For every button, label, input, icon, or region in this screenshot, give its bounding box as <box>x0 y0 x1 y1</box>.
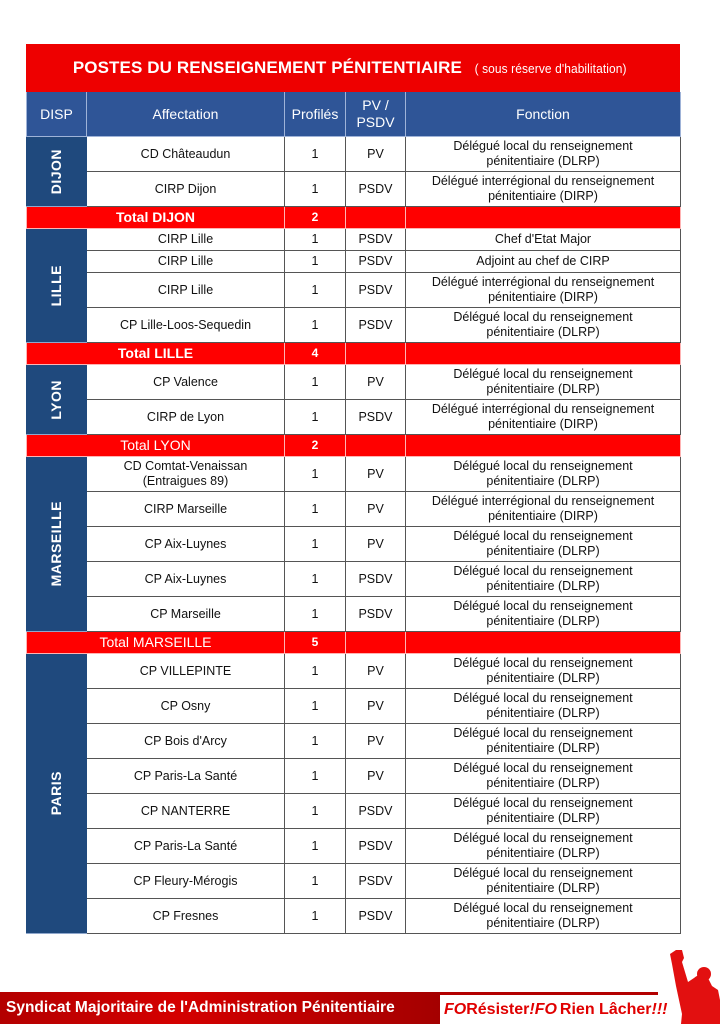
affectation-cell: CIRP Marseille <box>87 492 285 527</box>
table-row <box>27 457 681 492</box>
disp-region-label: PARIS <box>48 771 64 816</box>
table-row <box>27 137 681 172</box>
footer-banner <box>0 992 724 1024</box>
document-title: POSTES DU RENSEIGNEMENT PÉNITENTIAIRE <box>72 58 462 77</box>
affectation-cell: CP Paris-La Santé <box>87 759 285 794</box>
fonction-cell: Délégué local du renseignement pénitentiaire (DLRP) <box>406 562 681 597</box>
affectation-cell: CP Paris-La Santé <box>87 829 285 864</box>
profiles-cell: 1 <box>285 724 346 759</box>
total-empty-cell <box>406 435 681 457</box>
affectation-cell: CD Châteaudun <box>87 137 285 172</box>
pv-psdv-cell: PV <box>346 759 406 794</box>
affectation-cell: CP Valence <box>87 365 285 400</box>
table-row <box>27 562 681 597</box>
table-row <box>27 864 681 899</box>
document-sheet <box>26 44 680 934</box>
fonction-cell: Délégué local du renseignement pénitentiaire (DLRP) <box>406 864 681 899</box>
affectation-cell: CP NANTERRE <box>87 794 285 829</box>
total-empty-cell <box>346 207 406 229</box>
fonction-cell: Délégué local du renseignement pénitentiaire (DLRP) <box>406 654 681 689</box>
fonction-cell: Délégué interrégional du renseignement pénitentiaire (DIRP) <box>406 273 681 308</box>
profiles-cell: 1 <box>285 365 346 400</box>
total-label: Total MARSEILLE <box>27 632 285 654</box>
pv-psdv-cell: PSDV <box>346 829 406 864</box>
total-empty-cell <box>406 632 681 654</box>
profiles-cell: 1 <box>285 137 346 172</box>
union-name-bar <box>0 992 440 1024</box>
profiles-cell: 1 <box>285 829 346 864</box>
total-count: 4 <box>285 343 346 365</box>
total-row <box>27 632 681 654</box>
pv-psdv-cell: PV <box>346 689 406 724</box>
table-row <box>27 229 681 251</box>
total-row <box>27 435 681 457</box>
fonction-cell: Délégué local du renseignement pénitentiaire (DLRP) <box>406 689 681 724</box>
fonction-cell: Délégué local du renseignement pénitentiaire (DLRP) <box>406 457 681 492</box>
document-title-bar <box>26 44 680 92</box>
footer-divider <box>440 992 658 995</box>
fonction-cell: Délégué local du renseignement pénitentiaire (DLRP) <box>406 597 681 632</box>
profiles-cell: 1 <box>285 308 346 343</box>
profiles-cell: 1 <box>285 759 346 794</box>
table-row <box>27 654 681 689</box>
table-row <box>27 759 681 794</box>
affectation-cell: CP Aix-Luynes <box>87 527 285 562</box>
column-header-disp: DISP <box>27 92 87 137</box>
affectation-cell: CP Fresnes <box>87 899 285 934</box>
pv-psdv-cell: PV <box>346 654 406 689</box>
disp-region-label: MARSEILLE <box>48 501 64 587</box>
table-row <box>27 829 681 864</box>
pv-psdv-cell: PV <box>346 365 406 400</box>
total-count: 2 <box>285 207 346 229</box>
slogan-exclaim-1: ! <box>529 1001 535 1018</box>
pv-psdv-cell: PV <box>346 137 406 172</box>
slogan-rien-lacher: Rien Lâcher <box>559 1001 652 1018</box>
slogan-fo-2: FO <box>534 1001 557 1018</box>
pv-psdv-cell: PSDV <box>346 899 406 934</box>
profiles-cell: 1 <box>285 899 346 934</box>
table-row <box>27 597 681 632</box>
total-row <box>27 207 681 229</box>
disp-region-label: DIJON <box>48 148 64 195</box>
raised-fist-figure-icon <box>664 948 724 1024</box>
profiles-cell: 1 <box>285 864 346 899</box>
pv-psdv-cell: PSDV <box>346 229 406 251</box>
total-count: 2 <box>285 435 346 457</box>
affectation-cell: CP Bois d'Arcy <box>87 724 285 759</box>
profiles-cell: 1 <box>285 273 346 308</box>
table-row <box>27 365 681 400</box>
profiles-cell: 1 <box>285 400 346 435</box>
affectation-cell: CIRP Lille <box>87 229 285 251</box>
profiles-cell: 1 <box>285 794 346 829</box>
affectation-cell: CIRP Dijon <box>87 172 285 207</box>
union-name: Syndicat Majoritaire de l'Administration Pénitentiaire <box>6 999 395 1016</box>
pv-psdv-cell: PV <box>346 527 406 562</box>
affectation-cell: CD Comtat-Venaissan (Entraigues 89) <box>87 457 285 492</box>
total-count: 5 <box>285 632 346 654</box>
fonction-cell: Délégué interrégional du renseignement pénitentiaire (DIRP) <box>406 172 681 207</box>
pv-psdv-cell: PSDV <box>346 308 406 343</box>
profiles-cell: 1 <box>285 251 346 273</box>
affectation-cell: CP Marseille <box>87 597 285 632</box>
positions-table <box>26 92 681 934</box>
table-row <box>27 492 681 527</box>
profiles-cell: 1 <box>285 457 346 492</box>
pv-psdv-cell: PV <box>346 457 406 492</box>
table-row <box>27 724 681 759</box>
fonction-cell: Délégué local du renseignement pénitentiaire (DLRP) <box>406 829 681 864</box>
fonction-cell: Délégué interrégional du renseignement pénitentiaire (DIRP) <box>406 400 681 435</box>
pv-psdv-cell: PV <box>346 492 406 527</box>
fonction-cell: Délégué local du renseignement pénitentiaire (DLRP) <box>406 759 681 794</box>
table-header-row <box>27 92 681 137</box>
profiles-cell: 1 <box>285 654 346 689</box>
profiles-cell: 1 <box>285 172 346 207</box>
pv-psdv-cell: PSDV <box>346 562 406 597</box>
pv-psdv-cell: PV <box>346 724 406 759</box>
profiles-cell: 1 <box>285 597 346 632</box>
affectation-cell: CP Fleury-Mérogis <box>87 864 285 899</box>
fonction-cell: Délégué local du renseignement pénitentiaire (DLRP) <box>406 899 681 934</box>
total-empty-cell <box>406 343 681 365</box>
fonction-cell: Délégué local du renseignement pénitentiaire (DLRP) <box>406 137 681 172</box>
disp-region-cell <box>27 654 87 934</box>
document-title-note: ( sous réserve d'habilitation) <box>474 60 627 76</box>
profiles-cell: 1 <box>285 527 346 562</box>
disp-region-label: LYON <box>48 379 64 420</box>
pv-psdv-cell: PSDV <box>346 864 406 899</box>
profiles-cell: 1 <box>285 562 346 597</box>
profiles-cell: 1 <box>285 689 346 724</box>
table-row <box>27 251 681 273</box>
total-empty-cell <box>346 632 406 654</box>
column-header-profiles: Profilés <box>285 92 346 137</box>
fonction-cell: Adjoint au chef de CIRP <box>406 251 681 273</box>
fonction-cell: Délégué local du renseignement pénitentiaire (DLRP) <box>406 308 681 343</box>
pv-psdv-cell: PSDV <box>346 597 406 632</box>
pv-psdv-cell: PSDV <box>346 172 406 207</box>
fonction-cell: Délégué local du renseignement pénitentiaire (DLRP) <box>406 365 681 400</box>
slogan <box>440 997 668 1023</box>
slogan-resister: Résister <box>466 1001 530 1018</box>
fonction-cell: Délégué local du renseignement pénitentiaire (DLRP) <box>406 794 681 829</box>
affectation-cell: CIRP Lille <box>87 273 285 308</box>
table-row <box>27 273 681 308</box>
total-empty-cell <box>406 207 681 229</box>
affectation-cell: CP Aix-Luynes <box>87 562 285 597</box>
total-row <box>27 343 681 365</box>
total-label: Total DIJON <box>27 207 285 229</box>
disp-region-cell <box>27 229 87 343</box>
profiles-cell: 1 <box>285 492 346 527</box>
total-label: Total LILLE <box>27 343 285 365</box>
table-row <box>27 527 681 562</box>
profiles-cell: 1 <box>285 229 346 251</box>
disp-region-label: LILLE <box>48 264 64 307</box>
affectation-cell: CP VILLEPINTE <box>87 654 285 689</box>
fonction-cell: Délégué interrégional du renseignement pénitentiaire (DIRP) <box>406 492 681 527</box>
column-header-fonction: Fonction <box>406 92 681 137</box>
disp-region-cell <box>27 137 87 207</box>
fonction-cell: Délégué local du renseignement pénitentiaire (DLRP) <box>406 724 681 759</box>
affectation-cell: CP Osny <box>87 689 285 724</box>
affectation-cell: CIRP de Lyon <box>87 400 285 435</box>
slogan-exclaim-2: !!! <box>651 1001 668 1018</box>
fonction-cell: Délégué local du renseignement pénitentiaire (DLRP) <box>406 527 681 562</box>
disp-region-cell <box>27 365 87 435</box>
pv-psdv-cell: PSDV <box>346 400 406 435</box>
table-row <box>27 689 681 724</box>
affectation-cell: CIRP Lille <box>87 251 285 273</box>
table-body <box>27 137 681 934</box>
affectation-cell: CP Lille-Loos-Sequedin <box>87 308 285 343</box>
pv-psdv-cell: PSDV <box>346 794 406 829</box>
total-label: Total LYON <box>27 435 285 457</box>
slogan-fo-1: FO <box>444 1001 467 1018</box>
table-row <box>27 400 681 435</box>
table-row <box>27 308 681 343</box>
column-header-affectation: Affectation <box>87 92 285 137</box>
pv-psdv-cell: PSDV <box>346 251 406 273</box>
total-empty-cell <box>346 343 406 365</box>
column-header-pv-psdv: PV / PSDV <box>346 92 406 137</box>
fonction-cell: Chef d'Etat Major <box>406 229 681 251</box>
pv-psdv-cell: PSDV <box>346 273 406 308</box>
table-row <box>27 172 681 207</box>
table-row <box>27 794 681 829</box>
disp-region-cell <box>27 457 87 632</box>
total-empty-cell <box>346 435 406 457</box>
table-row <box>27 899 681 934</box>
